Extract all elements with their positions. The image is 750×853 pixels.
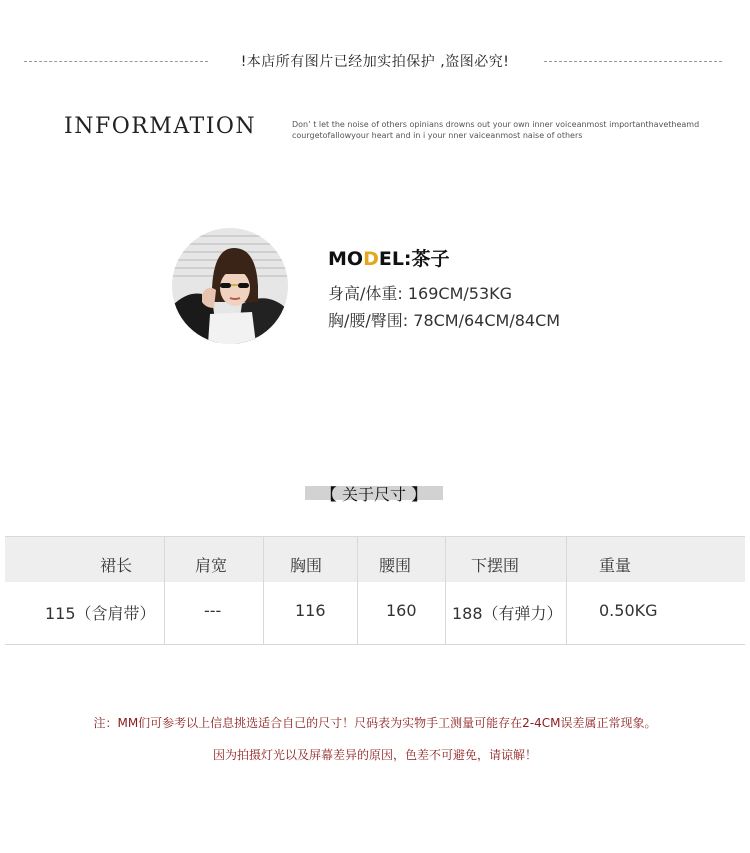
table-header-cell: 下摆围 [471, 556, 520, 575]
table-data-cell: 0.50KG [599, 601, 658, 620]
table-data-cell: 188（有弹力） [452, 604, 563, 623]
table-header-cell: 肩宽 [195, 556, 228, 575]
table-header-cell: 腰围 [379, 556, 412, 575]
size-table [5, 536, 745, 646]
table-rule [5, 644, 745, 645]
model-label-highlight: D [363, 248, 379, 270]
table-header-cell: 胸围 [290, 556, 323, 575]
table-column-divider [566, 536, 567, 645]
model-name: 茶子 [411, 248, 450, 270]
table-data-cell: --- [204, 601, 222, 620]
table-rule [5, 536, 745, 537]
model-label-part: EL: [378, 248, 412, 270]
table-data-cell: 116 [295, 601, 326, 620]
model-photo [172, 228, 288, 344]
table-column-divider [357, 536, 358, 645]
information-description [292, 119, 712, 141]
information-title: INFORMATION [64, 114, 257, 139]
model-label-part: MO [328, 248, 364, 270]
table-header-cell: 重量 [599, 556, 632, 575]
table-header-cell: 裙长 [100, 556, 133, 575]
table-data-cell: 115（含肩带） [45, 604, 156, 623]
information-description-line: Don’ t let the noise of others opinians drowns out your own inner voiceanmost importanthavetheamd [292, 120, 700, 129]
table-data-cell: 160 [386, 601, 417, 620]
table-column-divider [445, 536, 446, 645]
table-column-divider [263, 536, 264, 645]
information-description-line: courgetofallowyour heart and in i your nner vaiceanmost naise of others [292, 131, 583, 140]
model-height-weight: 身高/体重: 169CM/53KG [328, 284, 513, 303]
copyright-notice: !本店所有图片已经加实拍保护 ,盗图必究! [240, 54, 510, 70]
model-measurements: 胸/腰/臀围: 78CM/64CM/84CM [328, 311, 561, 330]
model-heading [328, 244, 450, 271]
size-heading: 【 关于尺寸 】 [320, 485, 428, 504]
model-avatar [172, 228, 288, 344]
color-disclaimer: 因为拍摄灯光以及屏幕差异的原因，色差不可避免，请谅解！ [212, 748, 537, 762]
table-column-divider [164, 536, 165, 645]
size-disclaimer: 注：MM们可参考以上信息挑选适合自己的尺寸！尺码表为实物手工测量可能存在2-4CM误差属正常现象。 [93, 716, 657, 730]
